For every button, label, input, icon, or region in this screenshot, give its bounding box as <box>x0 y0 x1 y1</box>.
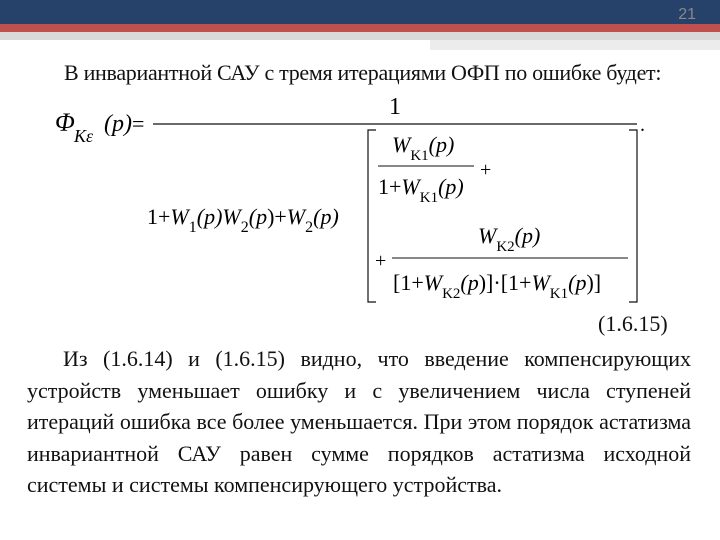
slide-number: 21 <box>678 6 696 23</box>
formula-numerator: 1 <box>389 94 401 120</box>
formula-equals: = <box>132 111 145 136</box>
frac2-plus: + <box>375 250 387 272</box>
formula-lhs-subscript: Kε <box>74 126 94 146</box>
equation-number: (1.6.15) <box>598 311 668 336</box>
frac2-denominator: $[1+W_{K2}(p)]\cdot[1+W_{K1}(p)]$ <box>393 270 602 302</box>
formula-period: . <box>640 114 645 136</box>
formula-lhs-symbol: Φ <box>55 108 75 137</box>
intro-text: В инвариантной САУ с тремя итерациями ОФП по ошибке будет: <box>64 60 662 85</box>
frac1-plus: + <box>480 159 492 181</box>
body-paragraph: Из (1.6.14) и (1.6.15) видно, что введение компенсирующих устройств уменьшает ошибку и с увеличением числа ступеней итераций ошибка все более уменьшается. При этом порядок астатизма инвариантной САУ равен сумме порядков астатизма исходной системы и системы компенсирующего устройства. <box>27 346 691 497</box>
denominator-left: $1+W_1(p)W_2(p)+W_2(p)$ <box>147 204 339 236</box>
left-bracket <box>368 130 376 302</box>
frac1-numerator: $W_{K1}(p)$ <box>392 132 455 164</box>
frac2-numerator: $W_{K2}(p)$ <box>478 223 541 255</box>
frac1-denominator: $1+W_{K1}(p)$ <box>378 174 464 206</box>
formula-lhs-arg: (p) <box>104 111 132 137</box>
right-bracket <box>629 130 637 302</box>
